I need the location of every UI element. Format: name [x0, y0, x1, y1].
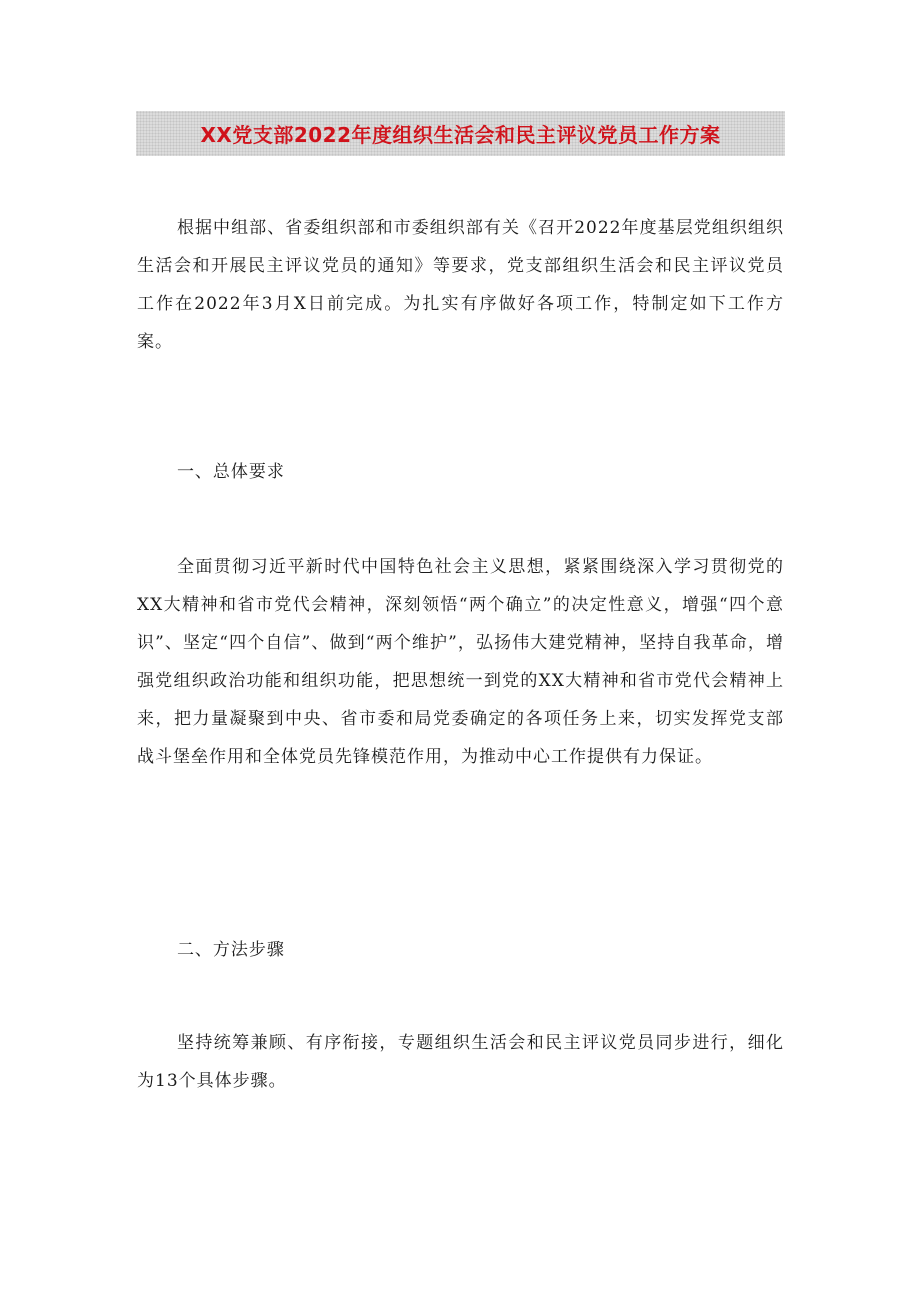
document-title: XX党支部2022年度组织生活会和民主评议党员工作方案	[200, 123, 721, 147]
intro-paragraph: 根据中组部、省委组织部和市委组织部有关《召开2022年度基层党组织组织生活会和开展民主评议党员的通知》等要求，党支部组织生活会和民主评议党员工作在2022年3月X日前完成。为扎实有序做好各项工作，特制定如下工作方案。	[137, 218, 784, 352]
section-heading-methods-steps: 二、方法步骤	[176, 940, 285, 960]
section-heading-general-requirements: 一、总体要求	[176, 462, 285, 482]
document-title-banner	[136, 111, 785, 156]
general-requirements-paragraph: 全面贯彻习近平新时代中国特色社会主义思想，紧紧围绕深入学习贯彻党的XX大精神和省市党代会精神，深刻领悟“两个确立”的决定性意义，增强“四个意识”、坚定“四个自信”、做到“两个维护”，弘扬伟大建党精神，坚持自我革命，增强党组织政治功能和组织功能，把思想统一到党的XX大精神和省市党代会精神上来，把力量凝聚到中央、省市委和局党委确定的各项任务上来，切实发挥党支部战斗堡垒作用和全体党员先锋模范作用，为推动中心工作提供有力保证。	[137, 557, 784, 767]
methods-steps-paragraph: 坚持统筹兼顾、有序衔接，专题组织生活会和民主评议党员同步进行，细化为13个具体步骤。	[137, 1033, 784, 1091]
